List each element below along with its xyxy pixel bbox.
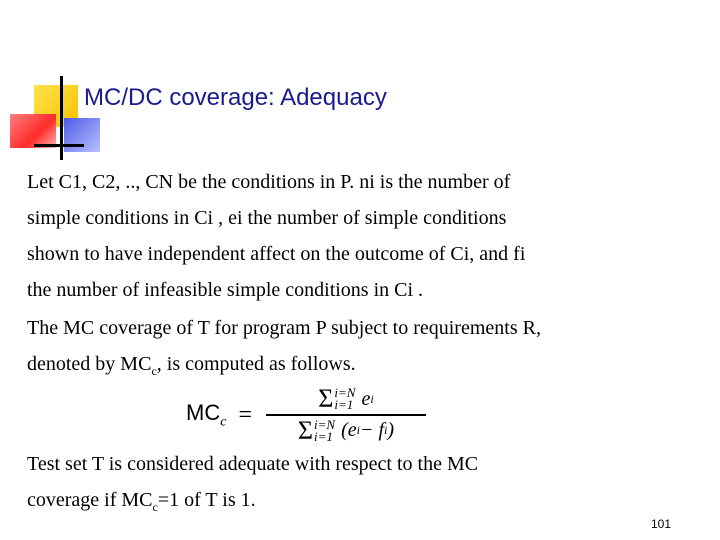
definition-line-1: Let C1, C2, .., CN be the conditions in P. ni is the number of <box>27 171 511 193</box>
formula-fraction <box>266 386 426 444</box>
adequacy-paragraph <box>27 446 687 525</box>
decor-horizontal-line <box>34 144 84 147</box>
slide-title: MC/DC coverage: Adequacy <box>84 84 387 111</box>
decor-red-square <box>10 114 56 148</box>
formula-denominator: Σ i=N i=1 (e i − f i ) <box>297 415 395 445</box>
mc-coverage-formula <box>186 383 426 447</box>
formula-numerator: Σ i=N i=1 e i <box>318 384 374 414</box>
definition-line-4: the number of infeasible simple conditions in Ci . <box>27 279 424 301</box>
definition-paragraph <box>27 164 687 308</box>
definition-line-3: shown to have independent affect on the outcome of Ci, and fi <box>27 243 526 265</box>
adequacy-line-2: coverage if $MC_c=1$ of T is 1. <box>27 489 256 514</box>
definition-line-2: simple conditions in Ci , ei the number of simple conditions <box>27 207 507 229</box>
adequacy-line-1: Test set T is considered adequate with respect to the MC <box>27 453 479 475</box>
mc-coverage-paragraph <box>27 310 687 389</box>
decor-vertical-line <box>60 76 63 160</box>
mc-coverage-line-2: denoted by $MC_c$, is computed as follows. <box>27 353 356 378</box>
page-number: 101 <box>651 517 672 531</box>
formula-equals: = <box>238 401 252 428</box>
mc-coverage-line-1: The MC coverage of T for program P subject to requirements R, <box>27 317 541 339</box>
formula-lhs: $MC_c$ <box>186 399 227 430</box>
